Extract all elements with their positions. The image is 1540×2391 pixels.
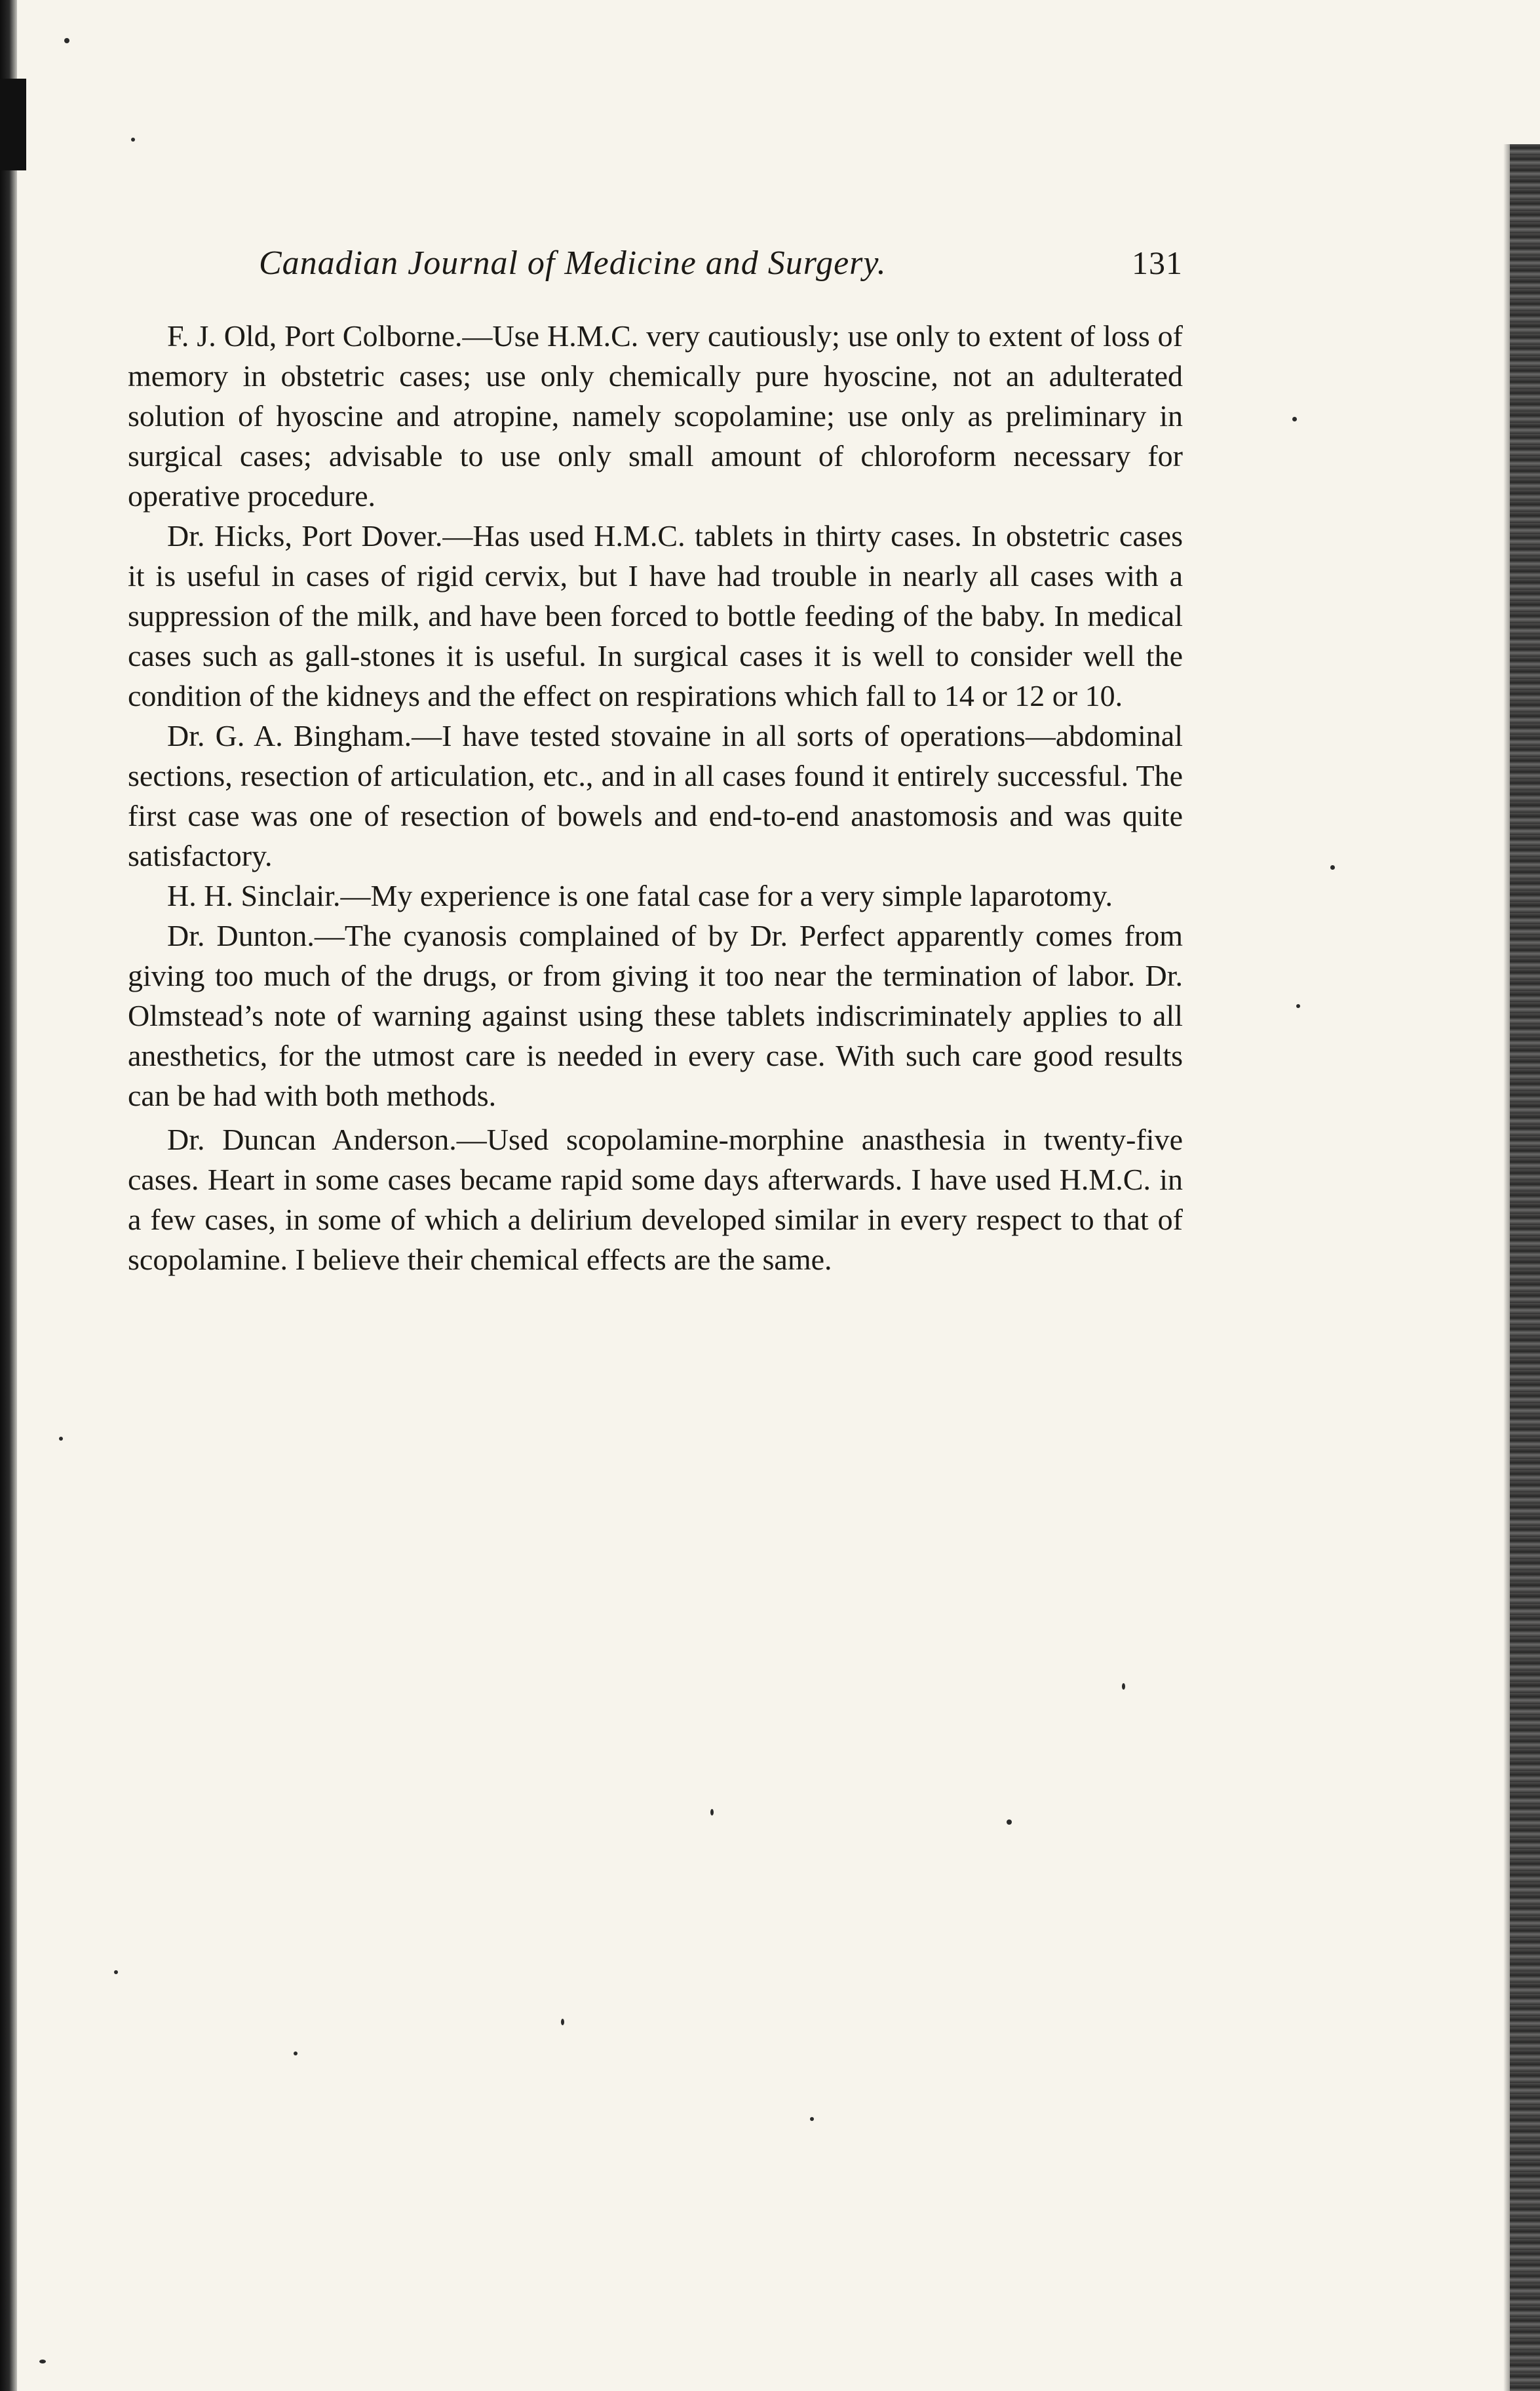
scan-speck (561, 2019, 564, 2025)
scan-speck (59, 1437, 63, 1441)
scan-speck (710, 1809, 714, 1816)
paragraph-anderson: Dr. Duncan Anderson.—Used scopolamine-morphine anasthesia in twenty-five cases. Heart in some cases became rapid some days afterwards. I have used H.M.C. in a few cases, in some of which a delirium developed similar in every respect to that of scopolamine. I believe their chemical effects are the same. (128, 1123, 1183, 1276)
scan-speck (64, 38, 69, 43)
paragraph-bingham: Dr. G. A. Bingham.—I have tested stovaine in all sorts of operations—abdominal sections, resection of articulation, etc., and in all cases found it entirely successful. The first case was one of resection of bowels and end-to-end anastomosis and was quite satisfactory. (128, 719, 1183, 872)
article-body (128, 316, 1183, 1279)
page-edge-shadow (1503, 144, 1510, 2391)
binding-edge-left (0, 0, 17, 2391)
page-edge-right (1510, 144, 1540, 2391)
scan-speck (810, 2117, 814, 2121)
scan-speck (39, 2360, 46, 2363)
binding-edge-mark (0, 79, 26, 170)
page-number: 131 (1132, 244, 1183, 281)
paragraph-sinclair: H. H. Sinclair.—My experience is one fatal case for a very simple laparotomy. (167, 879, 1113, 912)
scan-speck (114, 1970, 118, 1974)
scan-speck (131, 138, 135, 142)
paragraph-old: F. J. Old, Port Colborne.—Use H.M.C. very cautiously; use only to extent of loss of memory in obstetric cases; use only chemically pure hyoscine, not an adulterated solution of hyoscine and atropine, namely scopolamine; use only as preliminary in surgical cases; advisable to use only small amount of chloroform necessary for operative procedure. (128, 319, 1183, 513)
scan-speck (1330, 865, 1335, 870)
running-title: Canadian Journal of Medicine and Surgery. (259, 244, 887, 282)
scan-speck (1122, 1683, 1125, 1690)
scan-speck (1007, 1819, 1012, 1825)
paragraph-dunton: Dr. Dunton.—The cyanosis complained of by Dr. Perfect apparently comes from giving too much of the drugs, or from giving it too near the termination of labor. Dr. Olmstead’s note of warning against using these tablets indiscriminately applies to all anesthetics, for the utmost care is needed in every case. With such care good results can be had with both methods. (128, 919, 1183, 1112)
running-header (259, 244, 1209, 291)
scan-speck (1292, 417, 1297, 421)
paragraph-hicks: Dr. Hicks, Port Dover.—Has used H.M.C. tablets in thirty cases. In obstetric cases it is useful in cases of rigid cervix, but I have had trouble in nearly all cases with a suppression of the milk, and have been forced to bottle feeding of the baby. In medical cases such as gall-stones it is useful. In surgical cases it is well to consider well the condition of the kidneys and the effect on respirations which fall to 14 or 12 or 10. (128, 519, 1183, 712)
scan-speck (1296, 1004, 1300, 1008)
scan-speck (294, 2051, 298, 2055)
